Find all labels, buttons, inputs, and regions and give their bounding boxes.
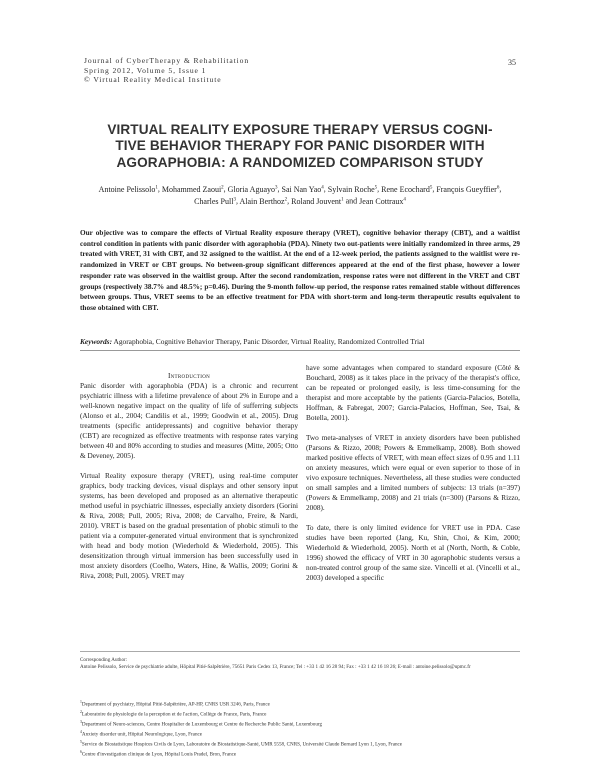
author: Gloria Aguayo$^3$ xyxy=(227,184,278,194)
title-line-2: TIVE BEHAVIOR THERAPY FOR PANIC DISORDER WITH xyxy=(115,138,485,154)
affiliation-item: $^1$Department of psychiatry, Hôpital Pitié-Salpêtrière, AP-HP, CNRS USR 3246, Paris, France xyxy=(80,700,270,708)
keywords-label: Keywords: xyxy=(80,337,113,346)
author: Alain Berthoz$^2$ xyxy=(239,197,288,207)
right-column xyxy=(306,363,520,593)
affiliation-item: $^5$Service de Biostatistique Hospices Civils de Lyon, Laboratoire de Biostatistique-Santé, UMR 5558, CNRS, Université Claude Bernard Lyon 1, Lyon, France xyxy=(80,739,403,748)
affiliation-item: $^3$Department of Neuro-sciences, Centre Hospitalier de Luxembourg et Centre de Recherche Public Santé, Luxembourg xyxy=(80,719,323,728)
author: Charles Pull$^3$ xyxy=(194,197,236,207)
author: Jean Cottraux$^4$ xyxy=(359,197,406,207)
body-paragraph: Panic disorder with agoraphobia (PDA) is a chronic and recurrent psychiatric illness with a lifetime prevalence of about 2% in Europe and a well-known negative impact on the quality of life of sufferring subjects (Alonso et al., 2004; Candilis et al., 1999; Goodwin et al., 2005). Drug treatments (specific antidepressants) and cognitive behavior therapy (CBT) are recognized as effective treatments with response rates varying between 40 and 80% according to studies and measures (Mitte, 2005; Otto & Deveney, 2005). xyxy=(80,382,298,460)
author: Antoine Pelissolo$^1$ xyxy=(98,184,158,194)
page-number: 35 xyxy=(508,58,516,67)
journal-issue: Spring 2012, Volume 5, Issue 1 xyxy=(84,65,207,75)
affiliation-item: $^4$Anxiety disorder unit, Hôpital Neurologique, Lyon, France xyxy=(80,729,203,738)
keywords-text: Agoraphobia, Cognitive Behavior Therapy, Panic Disorder, Virtual Reality, Randomized Controlled Trial xyxy=(113,337,425,346)
author: Sai Nan Yao$^4$ xyxy=(281,184,324,194)
body-paragraph: To date, there is only limited evidence for VRET use in PDA. Case studies have been reported (Jang, Ku, Shin, Choi, & Kim, 2000; Wiederhold & Wiederhold, 2005). North et al (North, North, & Coble, 1996) showed the efficacy of VRT in 30 agoraphobic students versus a non-treated control group of the same size. Vincelli et al. (Vincelli et al., 2003) developed a specific xyxy=(306,524,520,582)
keywords xyxy=(80,337,520,347)
body-paragraph: have some advantages when compared to standard exposure (Côté & Bouchard, 2008) as it takes place in the privacy of the therapist's office, can be repeated or prolonged easily, is less time-consuming for the therapist and more acceptable by the patients (Garcia-Palacios, Botella, Hoffman, & Fabregat, 2007; Garcia-Palacios, Hoffman, See, Tsai, & Botella, 2001). xyxy=(306,364,520,422)
affiliation-item: $^2$Laboratoire de physiologie de la perception et de l'action, Collège de France, Paris, France xyxy=(80,709,267,718)
journal-name: Journal of CyberTherapy & Rehabilitation xyxy=(84,56,250,65)
author: Sylvain Roche$^5$ xyxy=(327,184,378,194)
article-title xyxy=(60,122,540,171)
running-header xyxy=(84,56,249,85)
affiliation-item: $^6$Centre d'investigation clinique de Lyon, Hôpital Louis Pradel, Bron, France xyxy=(80,749,237,758)
author-list: Antoine Pelissolo$^1$, Mohammed Zaoui$^2$, Gloria Aguayo$^3$, Sai Nan Yao$^4$, Sylvain Roche$^5$, Rene Ecochard$^5$, François Gueyffier$^6$, Charles Pull$^3$, Alain Berthoz$^2$, Roland Jouvent$^1$ and Jean Cottraux$^4$ xyxy=(98,184,502,207)
body-paragraph: Virtual Reality exposure therapy (VRET), using real-time computer graphics, body tracking devices, visual displays and other sensory input systems, has been developed and proposed as an alternative therapeutic method useful in psychiatric illnesses, especially anxiety disorders (Gorini & Riva, 2008; Pull, 2005; Riva, 2008; de Carvalho, Freire, & Nardi, 2010). VRET is based on the gradual presentation of phobic stimuli to the patient via a computer-generated virtual environment that is synchronized with head and body motion (Wiederhold & Wiederhold, 2005). This desensitization through virtual immersion has been successfully used in most anxiety disorders (Coelho, Waters, Hine, & Wallis, 2009; Gorini & Riva, 2008; Pull, 2005). VRET may xyxy=(80,472,298,580)
footnote-divider xyxy=(80,651,520,652)
left-column xyxy=(80,381,298,591)
title-line-1: VIRTUAL REALITY EXPOSURE THERAPY VERSUS COGNI- xyxy=(107,122,493,137)
author: François Gueyffier$^6$ xyxy=(436,184,500,194)
section-heading-introduction: Introduction xyxy=(167,372,211,380)
title-line-3: AGORAPHOBIA: A RANDOMIZED COMPARISON STUDY xyxy=(116,154,484,170)
body-paragraph: Two meta-analyses of VRET in anxiety disorders have been published (Parsons & Rizzo, 2008; Powers & Emmelkamp, 2008). Both showed marked positive effects of VRET, with mean effect sizes of 0.95 and 1.11 on anxiety measures, which were equal or even superior to those of in vivo exposure techniques. Nevertheless, all these studies were conducted on small samples and a limited numbers of subjects: 13 trials (n=397) (Powers & Emmelkamp, 2008) and 21 trials (n=300) (Parsons & Rizzo, 2008). xyxy=(306,434,520,512)
copyright-line: © Virtual Reality Medical Institute xyxy=(84,75,222,85)
corresponding-author-details: Antoine Pelissolo, Service de psychiatrie adulte, Hôpital Pitié-Salpêtrière, 75651 Paris Cedex 13, France; Tel : +33 1 42 16 28 94; Fax : +33 1 42 16 18 26; E-mail : antoine.pelissolo@upmc.fr xyxy=(80,664,471,671)
author: Rene Ecochard$^5$ xyxy=(381,184,433,194)
corresponding-author-label: Corresponding Author: xyxy=(80,657,128,663)
author: Mohammed Zaoui$^2$ xyxy=(161,184,224,194)
corresponding-author xyxy=(80,657,520,671)
abstract: Our objective was to compare the effects of Virtual Reality exposure therapy (VRET), cognitive behavior therapy (CBT), and a waitlist control condition in patients with panic disorder with agoraphobia (PDA). Ninety two out-patients were initially randomized in three arms, 29 treated with VRET, 31 with CBT, and 32 assigned to the waitlist. At the end of a 12-week period, the patients assigned to the waitlist were re-randomized in VRET or CBT groups. No between-group significant differences appeared at the end of the first phase, however a lower responder rate was observed in the waitlist group. After the second randomization, response rates were not different in the VRET and CBT groups (respectively 38.7% and 48.5%; p=0.46). During the 9-month follow-up period, the response rates remained stable without differences between groups. Thus, VRET seems to be an effective treatment for PDA with short-term and long-term therapeutic results equivalent to those obtained with CBT. xyxy=(80,229,520,312)
keywords-divider xyxy=(80,350,520,351)
affiliations xyxy=(80,699,520,759)
author: Roland Jouvent$^1$ xyxy=(291,197,344,207)
